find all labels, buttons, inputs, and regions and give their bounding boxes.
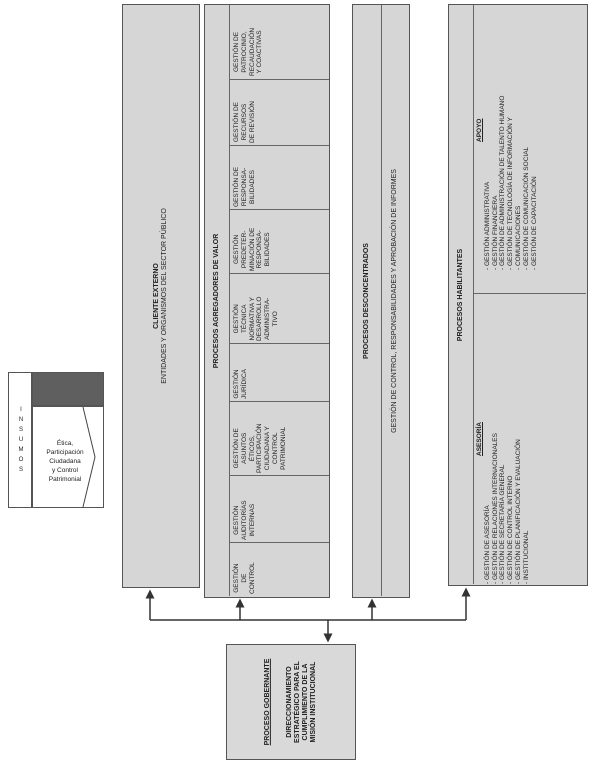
habilitantes-list-item: - GESTIÓN DE CAPACITACIÓN <box>530 176 538 270</box>
agregadores-cell-line: ADMINISTRA- <box>264 297 272 340</box>
asesoria-title: ASESORÍA <box>476 422 483 456</box>
agregadores-cell-line: TIVO <box>271 311 279 327</box>
habilitantes-list-item: - GESTIÓN DE SECRETARÍA GENERAL <box>499 464 507 584</box>
insumos-text-line: y Control <box>51 467 78 474</box>
insumos-letter: M <box>18 447 24 453</box>
agregadores-cell-line: CONTROL <box>248 562 256 594</box>
agregadores-cell-line: DE REVISIÓN <box>248 101 256 143</box>
insumos-text-line: Patrimonial <box>48 476 82 483</box>
agregadores-cell-line: Y COACTIVAS <box>256 30 264 74</box>
habilitantes-list-item: - GESTIÓN DE RELACIONES INTERNACIONALES <box>491 433 499 584</box>
agregadores-cell-line: GESTIÓN <box>233 563 240 593</box>
habilitantes-list-item: - GESTIÓN DE COMUNICACIÓN SOCIAL <box>522 146 530 270</box>
habilitantes-list-item: - GESTIÓN DE CONTROL INTERNO <box>507 475 515 584</box>
gobernante-text-line: MISIÓN INSTITUCIONAL <box>310 661 318 743</box>
agregadores-cell-line: MINACIÓN DE <box>248 227 256 271</box>
insumos-letter: U <box>18 437 24 443</box>
agregadores-cell-line: GESTIÓN DE <box>233 31 240 73</box>
agregadores-cell-line: JURÍDICA <box>240 369 248 399</box>
agregadores-cell-line: RESPONSA- <box>240 167 248 207</box>
agregadores-cell-line: DE <box>240 573 248 583</box>
agregadores-cell-line: RECAUDACIÓN <box>248 27 256 76</box>
habilitantes-list-item: - GESTIÓN DE ASESORÍA <box>483 505 491 584</box>
gobernante-text-line: ESTRATÉGICO PARA EL <box>293 661 301 743</box>
agregadores-cell-line: PREDETER- <box>240 230 248 269</box>
gobernante-text-line: CUMPLIMIENTO DE LA <box>302 663 310 741</box>
agregadores-cell-line: CIUDADANA Y <box>264 426 272 471</box>
habilitantes-list-item: - GESTIÓN ADMINISTRATIVA <box>483 181 491 270</box>
insumos-letter: S <box>18 427 23 433</box>
agregadores-cell-line: ÉTICOS, <box>248 435 256 462</box>
agregadores-cell-line: ASUNTOS <box>240 432 248 464</box>
agregadores-cell-line: AUDITORÍAS <box>240 500 248 540</box>
insumos-text-line: Participación <box>46 449 84 456</box>
insumos-text-line: Ciudadana <box>49 458 81 465</box>
agregadores-cell-line: GESTIÓN DE <box>233 428 240 469</box>
gobernante-label: PROCESO GOBERNANTE DIRECCIONAMIENTO ESTRATÉGICO PARA EL CUMPLIMIENTO DE LA MISIÓN INSTITUCIONAL <box>263 658 318 746</box>
insumos-letter: I <box>20 407 22 413</box>
insumos-letter: O <box>18 457 24 463</box>
agregadores-cell-line: INTERNAS <box>248 503 256 537</box>
agregadores-cell-line: PATRIMONIAL <box>279 426 287 470</box>
agregadores-cell-line: PATROCINIO, <box>240 31 248 73</box>
agregadores-cell-line: BILIDADES <box>248 169 256 204</box>
desconcentrados-subtitle: GESTIÓN DE CONTROL, RESPONSABILIDADES Y APROBACIÓN DE INFORMES <box>390 168 398 433</box>
habilitantes-list-item: - INSTITUCIONAL <box>522 530 530 584</box>
insumos-letter: S <box>18 467 23 473</box>
habilitantes-title: PROCESOS HABILITANTES <box>456 248 464 341</box>
agregadores-cell-line: DESARROLLO <box>256 296 264 341</box>
apoyo-title: APOYO <box>476 118 483 142</box>
agregadores-cell-line: GESTIÓN DE <box>233 102 240 143</box>
insumos-text-line: Ética, <box>56 440 74 447</box>
cliente-externo-label: CLIENTE EXTERNO ENTIDADES Y ORGANISMOS DEL SECTOR PÚBLICO <box>152 208 168 384</box>
habilitantes-list-item: - GESTIÓN DE TECNOLOGÍA DE INFORMACIÓN Y <box>507 117 515 270</box>
agregadores-cell-line: GESTIÓN DE <box>233 166 240 207</box>
habilitantes-list-item: - GESTIÓN DE ADMINISTRACIÓN DE TALENTO HUMANO <box>499 95 507 270</box>
desconcentrados-title: PROCESOS DESCONCENTRADOS <box>362 242 370 359</box>
agregadores-cell-line: RESPONSA- <box>256 230 264 269</box>
agregadores-cell-line: CONTROL <box>271 432 279 465</box>
gobernante-text-line: DIRECCIONAMIENTO <box>285 666 293 738</box>
habilitantes-list-item: - COMUNICACIONES <box>514 205 522 270</box>
agregadores-cell-line: GESTIÓN <box>233 304 240 334</box>
agregadores-cell-line: GESTIÓN <box>233 369 240 399</box>
agregadores-cell-line: PARTICIPACIÓN <box>256 423 264 473</box>
agregadores-cell-line: BILIDADES <box>264 232 272 267</box>
agregadores-title: PROCESOS AGREGADORES DE VALOR <box>212 233 220 368</box>
gobernante-box <box>226 644 356 760</box>
habilitantes-list-item: - GESTIÓN FINANCIERA <box>491 195 499 270</box>
agregadores-cell-line: GESTIÓN <box>233 234 240 264</box>
insumos-letter: N <box>18 417 24 423</box>
agregadores-cell-line: GESTIÓN <box>233 505 240 535</box>
agregadores-cell-line: RECURSOS <box>240 103 248 141</box>
habilitantes-list-item: - GESTIÓN DE PLANIFICACIÓN Y EVALUACIÓN <box>514 439 522 584</box>
agregadores-cell-line: NORMATIVA Y <box>248 297 256 341</box>
agregadores-cell-line: TÉCNICA <box>240 304 248 334</box>
